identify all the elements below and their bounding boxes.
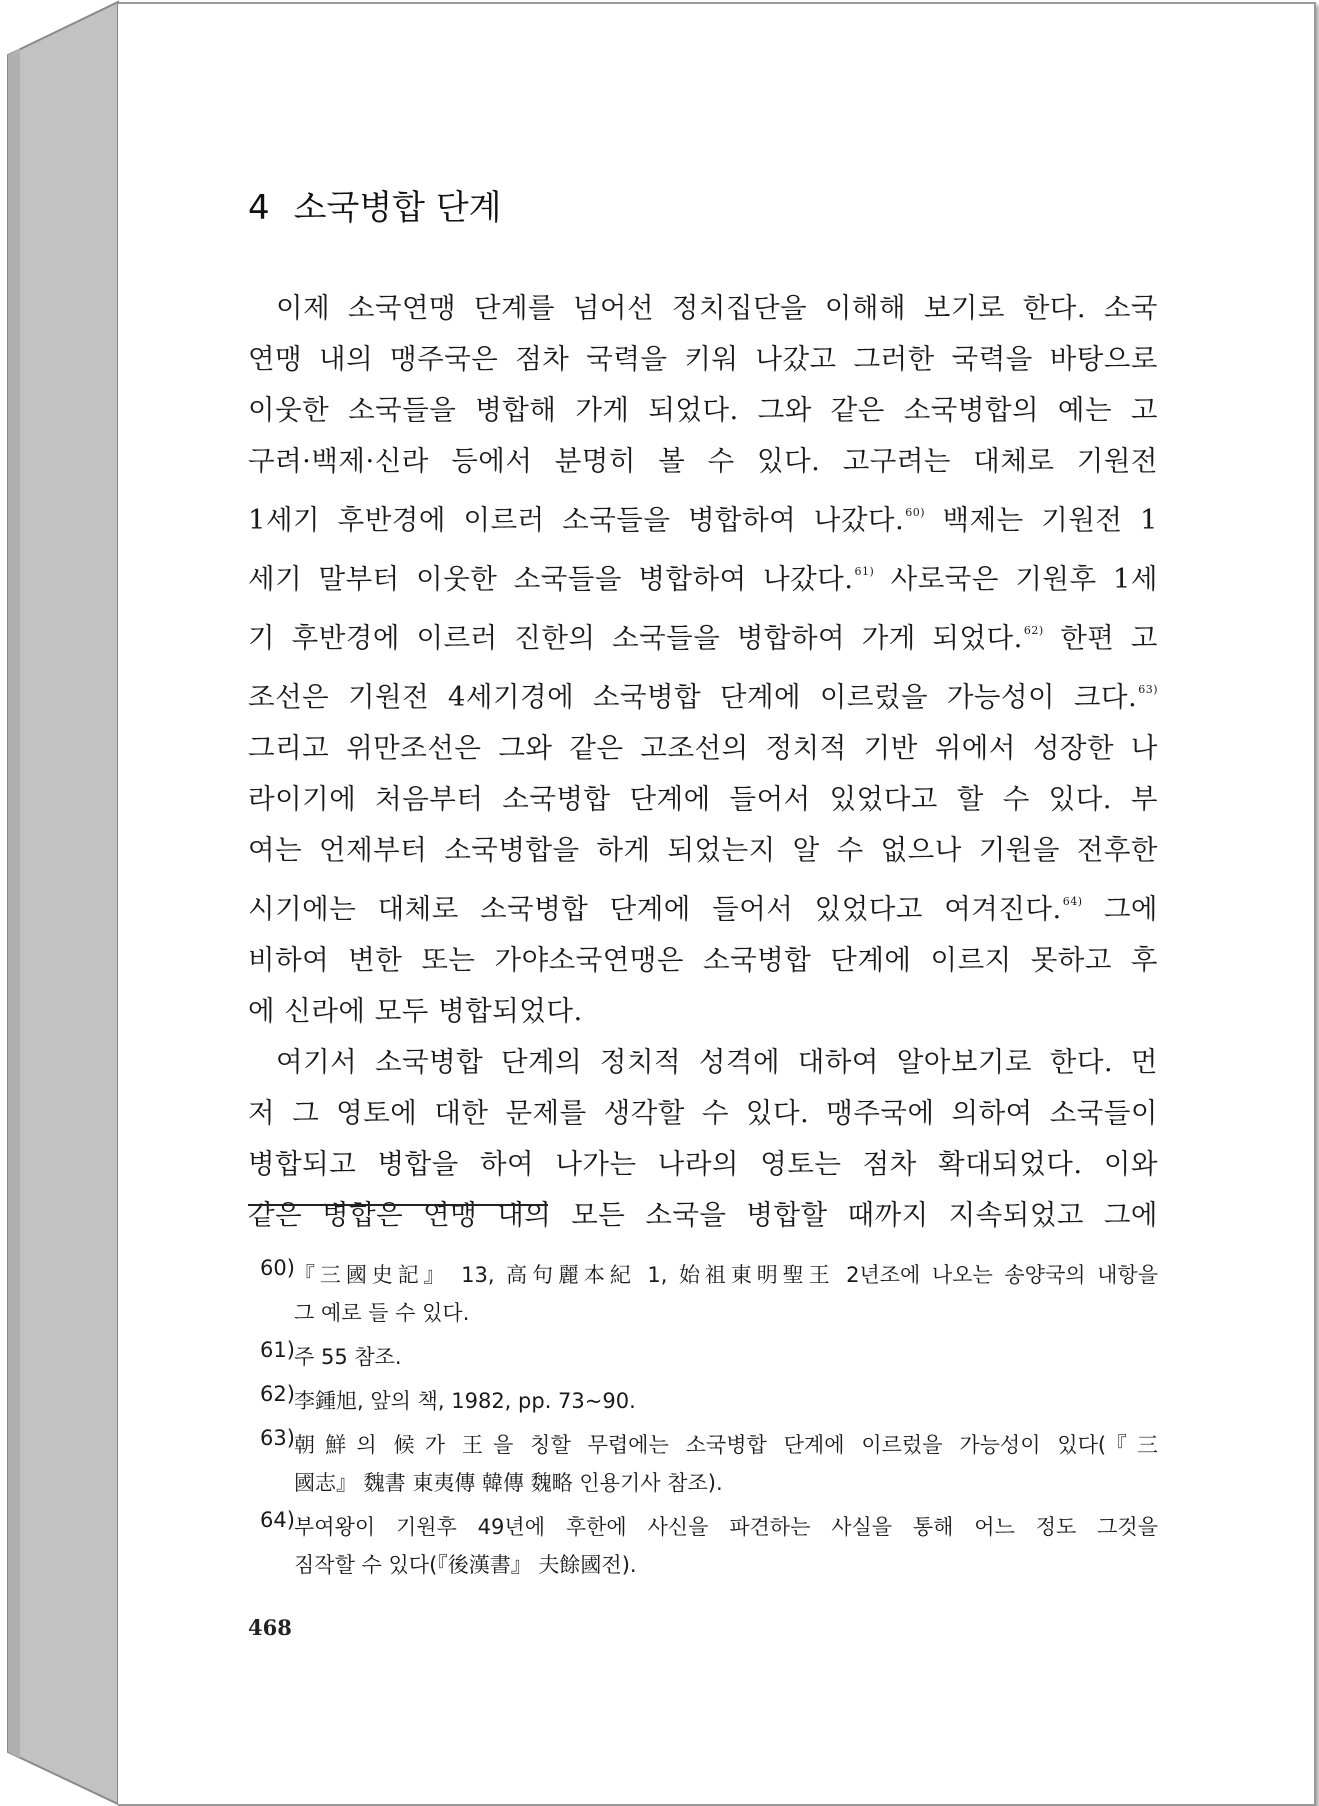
text-line: 라이기에 처음부터 소국병합 단계에 들어서 있었다고 할 수 있다. 부 [248, 783, 1158, 815]
text-segment: 그에 [1082, 893, 1158, 925]
footnote-60 [248, 1256, 1158, 1332]
footnote-64 [248, 1508, 1158, 1584]
footnote-divider [248, 1204, 548, 1206]
text-line: 병합되고 병합을 하여 나가는 나라의 영토는 점차 확대되었다. 이와 [248, 1148, 1158, 1180]
footnote-number: 62) [260, 1382, 295, 1406]
section-title: 소국병합 단계 [293, 188, 502, 228]
footnotes [248, 1256, 1158, 1590]
footnote-ref: 61) [854, 565, 875, 578]
book-spine [0, 0, 125, 1806]
footnote-line: 李鍾旭, 앞의 책, 1982, pp. 73~90. [294, 1389, 636, 1413]
body-text [248, 283, 1158, 1241]
section-number: 4 [248, 188, 270, 228]
footnote-line: 그 예로 들 수 있다. [294, 1301, 470, 1325]
text-line: 연맹 내의 맹주국은 점차 국력을 키워 나갔고 그러한 국력을 바탕으로 [248, 343, 1158, 375]
paragraph-2 [248, 1037, 1158, 1241]
text-line: 이제 소국연맹 단계를 넘어선 정치집단을 이해해 보기로 한다. 소국 [276, 292, 1158, 324]
text-line [248, 546, 1158, 605]
text-line: 비하여 변한 또는 가야소국연맹은 소국병합 단계에 이르지 못하고 후 [248, 944, 1158, 976]
footnote-ref: 62) [1023, 624, 1044, 637]
footnote-61 [248, 1338, 1158, 1376]
text-line [248, 605, 1158, 664]
footnote-line: 짐작할 수 있다(『後漢書』 夫餘國전). [294, 1553, 637, 1577]
text-line [248, 876, 1158, 935]
text-line: 이웃한 소국들을 병합해 가게 되었다. 그와 같은 소국병합의 예는 고 [248, 394, 1158, 426]
text-segment: 기 후반경에 이르러 진한의 소국들을 병합하여 가게 되었다. [248, 622, 1023, 654]
footnote-line: 주 55 참조. [294, 1345, 402, 1369]
text-line: 구려·백제·신라 등에서 분명히 볼 수 있다. 고구려는 대체로 기원전 [248, 445, 1158, 477]
page-number: 468 [248, 1615, 292, 1640]
text-line [248, 664, 1158, 723]
footnote-63 [248, 1426, 1158, 1502]
footnote-ref: 64) [1062, 895, 1083, 908]
footnote-62 [248, 1382, 1158, 1420]
section-heading [248, 180, 502, 229]
footnote-number: 64) [260, 1508, 295, 1532]
text-segment: 조선은 기원전 4세기경에 소국병합 단계에 이르렀을 가능성이 크다. [248, 681, 1138, 713]
text-segment: 한편 고 [1043, 622, 1158, 654]
text-segment: 사로국은 기원후 1세 [874, 563, 1158, 595]
footnote-number: 61) [260, 1338, 295, 1362]
paragraph-1 [248, 283, 1158, 1037]
footnote-number: 60) [260, 1256, 295, 1280]
footnote-line: 『三國史記』 13, 高句麗本紀 1, 始祖東明聖王 2년조에 나오는 송양국의 내항을 [294, 1263, 1158, 1287]
footnote-number: 63) [260, 1426, 295, 1450]
text-line: 여기서 소국병합 단계의 정치적 성격에 대하여 알아보기로 한다. 먼 [276, 1046, 1158, 1078]
footnote-ref: 60) [905, 506, 925, 519]
text-line [248, 487, 1158, 546]
text-segment: 1세기 후반경에 이르러 소국들을 병합하여 나갔다. [248, 504, 905, 536]
text-line: 같은 병합은 연맹 내의 모든 소국을 병합할 때까지 지속되었고 그에 [248, 1199, 1158, 1231]
footnote-line: 부여왕이 기원후 49년에 후한에 사신을 파견하는 사실을 통해 어느 정도 그것을 [294, 1515, 1158, 1539]
footnote-line: 朝鮮의 候가 王을 칭할 무렵에는 소국병합 단계에 이르렀을 가능성이 있다(『三 [294, 1433, 1158, 1457]
text-line: 에 신라에 모두 병합되었다. [248, 995, 583, 1027]
text-segment: 세기 말부터 이웃한 소국들을 병합하여 나갔다. [248, 563, 854, 595]
text-line: 저 그 영토에 대한 문제를 생각할 수 있다. 맹주국에 의하여 소국들이 [248, 1097, 1158, 1129]
text-segment: 시기에는 대체로 소국병합 단계에 들어서 있었다고 여겨진다. [248, 893, 1062, 925]
footnote-ref: 63) [1138, 683, 1158, 696]
footnote-line: 國志』 魏書 東夷傳 韓傳 魏略 인용기사 참조). [294, 1471, 723, 1495]
text-segment: 백제는 기원전 1 [925, 504, 1158, 536]
text-line: 그리고 위만조선은 그와 같은 고조선의 정치적 기반 위에서 성장한 나 [248, 732, 1158, 764]
text-line: 여는 언제부터 소국병합을 하게 되었는지 알 수 없으나 기원을 전후한 [248, 834, 1158, 866]
